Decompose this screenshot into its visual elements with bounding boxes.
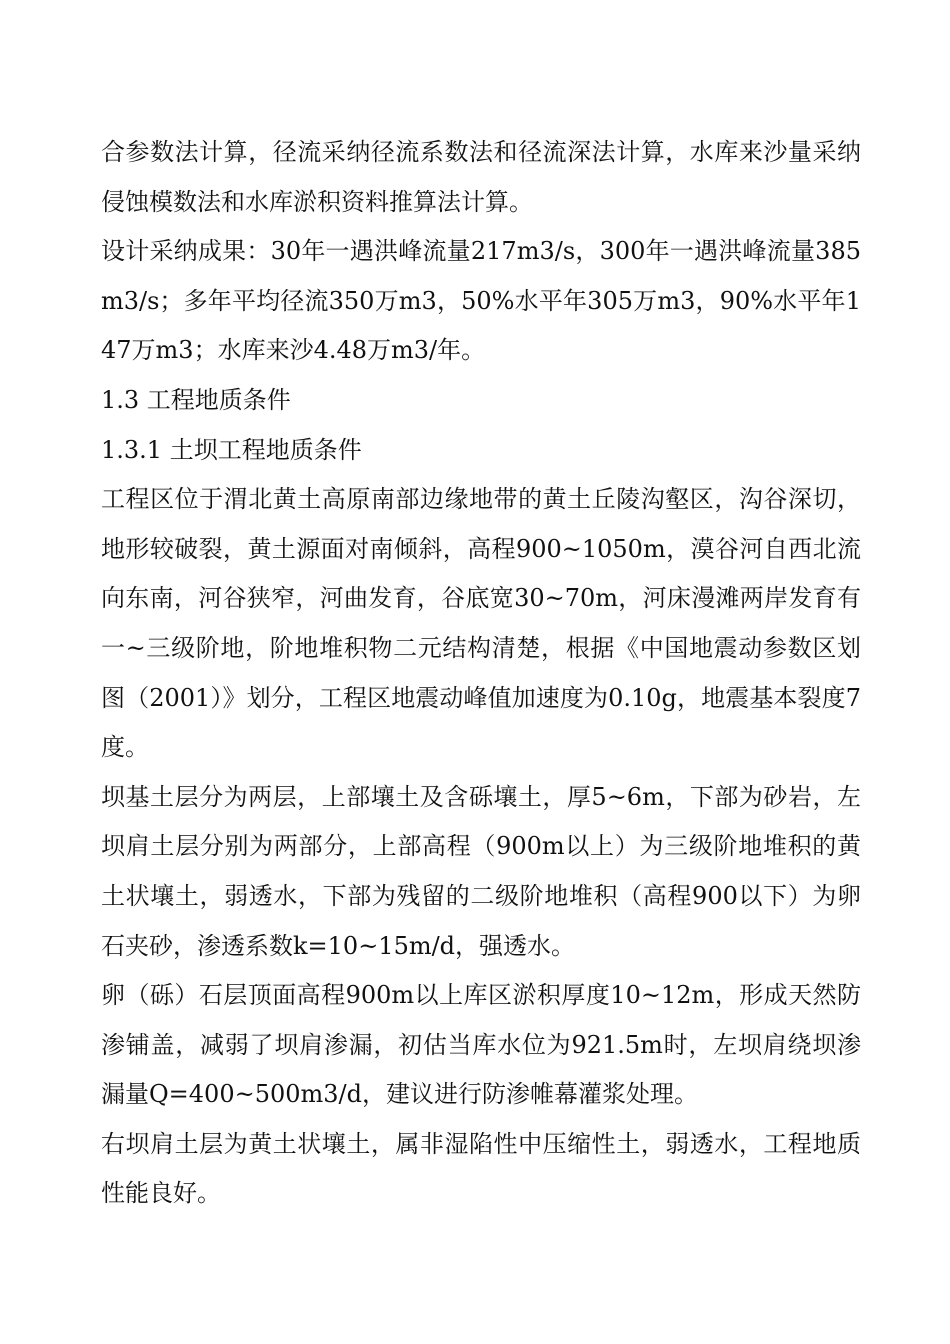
- document-body: [101, 128, 861, 1219]
- paragraph-site-overview: 工程区位于渭北黄土高原南部边缘地带的黄土丘陵沟壑区，沟谷深切，地形较破裂，黄土源面对南倾斜，高程900~1050m，漠谷河自西北流向东南，河谷狭窄，河曲发育，谷底宽30~70m，河床漫滩两岸发育有一~三级阶地，阶地堆积物二元结构清楚，根据《中国地震动参数区划图（2001）》划分，工程区地震动峰值加速度为0.10g，地震基本裂度7度。: [101, 485, 861, 762]
- subsection-heading-dam-geology: 1.3.1 土坝工程地质条件: [101, 435, 362, 464]
- paragraph-seepage: 卵（砾）石层顶面高程900m以上库区淤积厚度10~12m，形成天然防渗铺盖，减弱了坝肩渗漏，初估当库水位为921.5m时，左坝肩绕坝渗漏量Q=400~500m3/d，建议进行防渗帷幕灌浆处理。: [101, 981, 861, 1109]
- paragraph-calculation-methods: 合参数法计算，径流采纳径流系数法和径流深法计算，水库来沙量采纳侵蚀模数法和水库淤积资料推算法计算。: [101, 138, 861, 216]
- paragraph-right-abutment: 右坝肩土层为黄土状壤土，属非湿陷性中压缩性土，弱透水，工程地质性能良好。: [101, 1129, 861, 1208]
- paragraph-design-results: 设计采纳成果：30年一遇洪峰流量217m3/s，300年一遇洪峰流量385m3/s；多年平均径流350万m3，50%水平年305万m3，90%水平年147万m3；水库来沙4.48万m3/年。: [101, 237, 861, 365]
- paragraph-foundation-layers: 坝基土层分为两层，上部壤土及含砾壤土，厚5~6m，下部为砂岩，左坝肩土层分别为两部分，上部高程（900m以上）为三级阶地堆积的黄土状壤土，弱透水，下部为残留的二级阶地堆积（高程900以下）为卵石夹砂，渗透系数k=10~15m/d，强透水。: [101, 782, 861, 960]
- section-heading-geology: 1.3 工程地质条件: [101, 385, 291, 414]
